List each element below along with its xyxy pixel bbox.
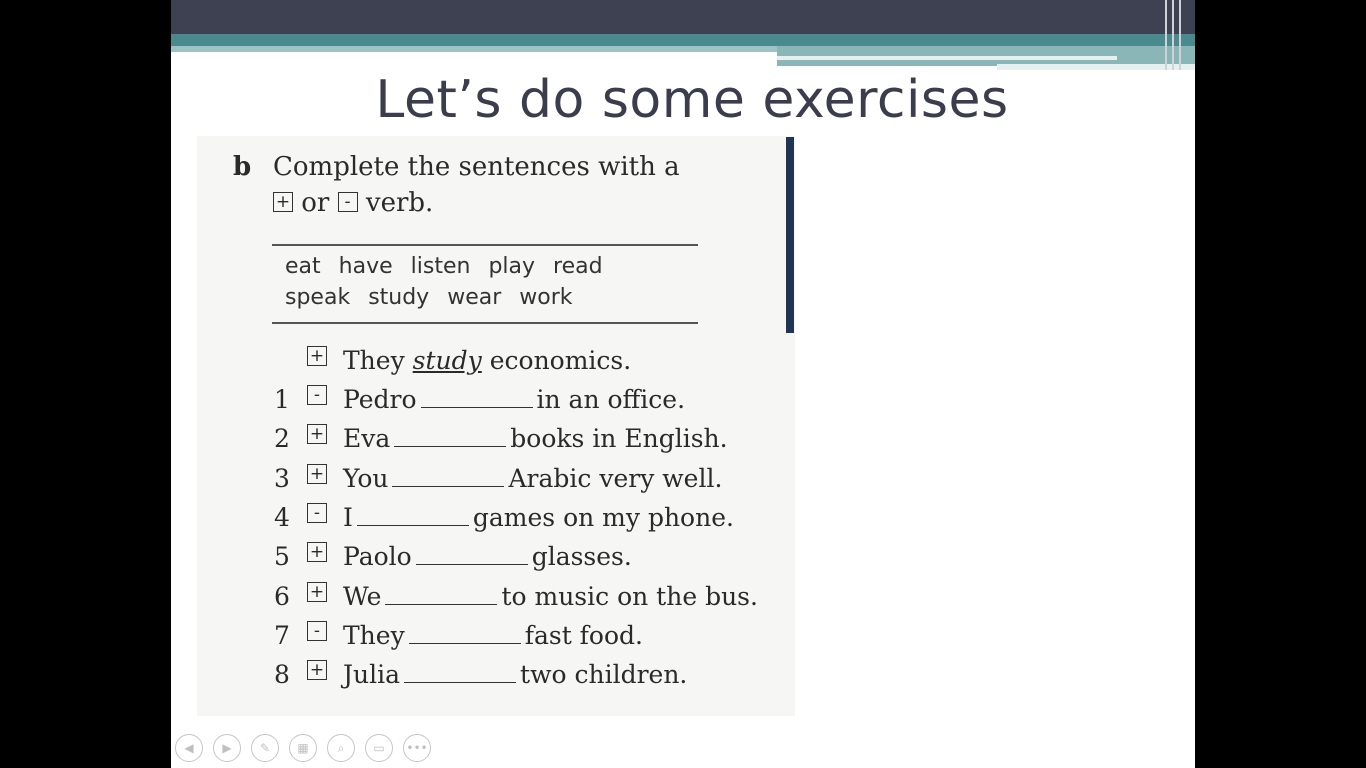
item-rest: fast food.	[524, 620, 643, 650]
header-stripe	[1165, 0, 1167, 70]
more-options-icon[interactable]: •••	[403, 734, 431, 762]
item-number: 5	[274, 542, 290, 572]
minus-box-icon: -	[307, 621, 327, 641]
answer-blank	[357, 507, 469, 526]
item-rest: glasses.	[531, 542, 632, 572]
header-stripe	[1179, 0, 1181, 70]
answer-blank	[385, 586, 497, 605]
item-subject: Julia	[343, 660, 401, 690]
word-box-row-1: eat have listen play read	[285, 254, 603, 279]
plus-box-icon: +	[273, 192, 293, 212]
word-box-row-2: speak study wear work	[285, 285, 573, 310]
item-number: 7	[274, 620, 290, 650]
exercise-image: b Complete the sentences with a + or - verb. eat have listen play read speak study wear work + They study economics. 1 - Pedro in an office. 2 + Eva books in English. 3 + You Arabic very well. 4 - I games on my phone. 5 + Paolo glasses. 6 + We to music on the bus. 7 - They fast food. 8 + Julia two children.	[197, 136, 795, 716]
header-accent-band	[171, 34, 1195, 46]
item-number: 3	[274, 463, 290, 493]
item-subject: You	[343, 463, 389, 493]
word-box-bottom-rule	[272, 322, 698, 324]
zoom-icon[interactable]: ⌕	[327, 734, 355, 762]
minus-box-icon: -	[307, 503, 327, 523]
item-subject: We	[343, 581, 382, 611]
item-rest: Arabic very well.	[508, 463, 723, 493]
item-rest: two children.	[520, 660, 688, 690]
screen-icon[interactable]: ▭	[365, 734, 393, 762]
previous-slide-icon[interactable]: ◀	[175, 734, 203, 762]
exercise-letter: b	[233, 152, 252, 182]
item-subject: I	[343, 502, 353, 532]
plus-box-icon: +	[307, 346, 327, 366]
answer-blank	[394, 428, 506, 447]
minus-box-icon: -	[338, 192, 358, 212]
item-rest: to music on the bus.	[501, 581, 758, 611]
header-light-band	[171, 46, 777, 52]
answer-blank	[409, 625, 521, 644]
plus-box-icon: +	[307, 424, 327, 444]
item-subject: Eva	[343, 424, 391, 454]
accent-bar	[786, 137, 794, 333]
answer-blank	[416, 546, 528, 565]
item-subject: They	[343, 620, 405, 650]
item-rest: books in English.	[510, 424, 728, 454]
item-number: 1	[274, 385, 290, 414]
item-subject: Pedro	[343, 385, 417, 414]
header-stripe	[1172, 0, 1174, 70]
plus-box-icon: +	[307, 464, 327, 484]
slides-grid-icon[interactable]: ▦	[289, 734, 317, 762]
minus-box-icon: -	[307, 385, 327, 405]
word-box-top-rule	[272, 244, 698, 246]
item-subject: Paolo	[343, 542, 412, 572]
page-title: Let’s do some exercises	[375, 70, 1009, 130]
header-highlight-line	[777, 56, 1117, 60]
next-slide-icon[interactable]: ▶	[213, 734, 241, 762]
plus-box-icon: +	[307, 660, 327, 680]
answer-blank	[392, 468, 504, 487]
item-rest: in an office.	[536, 385, 686, 414]
plus-box-icon: +	[307, 542, 327, 562]
item-number: 2	[274, 424, 290, 454]
item-number: 8	[274, 660, 290, 690]
pen-icon[interactable]: ✎	[251, 734, 279, 762]
plus-box-icon: +	[307, 582, 327, 602]
answer-blank	[421, 389, 533, 408]
slide	[171, 0, 1195, 768]
answer-blank	[404, 664, 516, 683]
instruction-line-1: Complete the sentences with a	[273, 152, 680, 182]
header-band	[171, 0, 1195, 34]
item-rest: games on my phone.	[472, 502, 734, 532]
item-number: 6	[274, 581, 290, 611]
instruction-line-2: + or - verb.	[273, 188, 433, 218]
item-number: 4	[274, 502, 290, 532]
